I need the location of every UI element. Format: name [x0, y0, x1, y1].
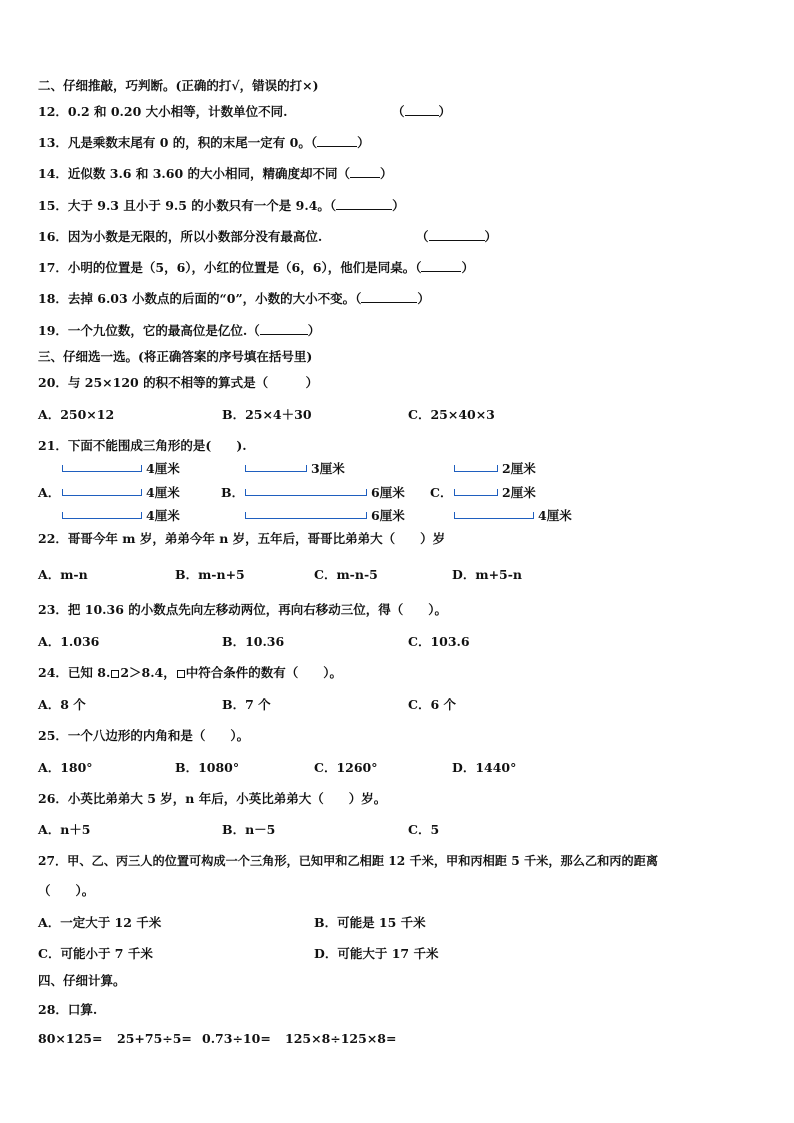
- segment-b2-label: 6厘米: [371, 485, 405, 500]
- answer-blank-14[interactable]: [350, 166, 380, 178]
- option-25-b[interactable]: B．1080°: [175, 760, 240, 775]
- option-27-d[interactable]: D．可能大于 17 千米: [314, 946, 439, 961]
- segment-c1-label: 2厘米: [502, 461, 536, 476]
- option-24-a[interactable]: A．8 个: [38, 697, 86, 712]
- calc-3: 0.73÷10=: [202, 1031, 271, 1046]
- segment-b1: [245, 465, 307, 472]
- answer-blank-18[interactable]: [361, 291, 417, 303]
- question-23: 23．把 10.36 的小数点先向左移动两位，再向右移动三位，得（ ）。: [38, 602, 448, 617]
- segment-b3: [245, 512, 367, 519]
- option-20-a[interactable]: A．250×12: [38, 407, 115, 422]
- option-22-b[interactable]: B．m-n+5: [175, 567, 245, 582]
- segment-a2-label: 4厘米: [146, 485, 180, 500]
- segment-a3-label: 4厘米: [146, 508, 180, 523]
- segment-c1: [454, 465, 498, 472]
- question-12: 12．0.2 和 0.20 大小相等，计数单位不同.: [38, 104, 288, 119]
- segment-c2: [454, 489, 498, 496]
- option-23-a[interactable]: A．1.036: [38, 634, 100, 649]
- option-20-c[interactable]: C．25×40×3: [408, 407, 495, 422]
- segment-a1: [62, 465, 142, 472]
- option-22-a[interactable]: A．m-n: [38, 567, 88, 582]
- question-27-paren: （ ）。: [38, 883, 95, 898]
- question-15: 15．大于 9.3 且小于 9.5 的小数只有一个是 9.4。（ ）: [38, 198, 405, 213]
- question-20: 20．与 25×120 的积不相等的算式是（ ）: [38, 375, 319, 390]
- option-21-c[interactable]: C．: [430, 485, 453, 500]
- answer-blank-12[interactable]: （ ）: [392, 104, 452, 119]
- question-22: 22．哥哥今年 m 岁，弟弟今年 n 岁，五年后，哥哥比弟弟大（ ）岁: [38, 531, 446, 546]
- blank-box-icon: [177, 670, 185, 678]
- option-24-c[interactable]: C．6 个: [408, 697, 456, 712]
- option-26-a[interactable]: A．n＋5: [38, 822, 91, 837]
- segment-c3: [454, 512, 534, 519]
- option-27-a[interactable]: A．一定大于 12 千米: [38, 915, 162, 930]
- segment-a2: [62, 489, 142, 496]
- calc-1: 80×125=: [38, 1031, 103, 1046]
- option-27-b[interactable]: B．可能是 15 千米: [314, 915, 426, 930]
- segment-b2: [245, 489, 367, 496]
- section-2-title: 二、仔细推敲，巧判断。(正确的打√，错误的打×): [38, 78, 319, 93]
- option-21-b[interactable]: B．: [221, 485, 245, 500]
- answer-blank-15[interactable]: [336, 198, 392, 210]
- question-14: 14．近似数 3.6 和 3.60 的大小相同，精确度却不同（ ）: [38, 166, 393, 181]
- option-23-b[interactable]: B．10.36: [222, 634, 285, 649]
- answer-blank-16[interactable]: （ ）: [416, 229, 498, 244]
- segment-a1-label: 4厘米: [146, 461, 180, 476]
- section-3-title: 三、仔细选一选。(将正确答案的序号填在括号里): [38, 349, 313, 364]
- option-27-c[interactable]: C．可能小于 7 千米: [38, 946, 153, 961]
- question-24: 24．已知 8. 2＞8.4， 中符合条件的数有（ ）。: [38, 665, 343, 680]
- calc-2: 25+75÷5=: [117, 1031, 192, 1046]
- option-25-d[interactable]: D．1440°: [452, 760, 517, 775]
- segment-b3-label: 6厘米: [371, 508, 405, 523]
- option-25-a[interactable]: A．180°: [38, 760, 93, 775]
- option-22-c[interactable]: C．m-n-5: [314, 567, 378, 582]
- answer-blank-17[interactable]: [421, 260, 461, 272]
- option-21-a[interactable]: A．: [38, 485, 61, 500]
- option-26-b[interactable]: B．n－5: [222, 822, 276, 837]
- option-26-c[interactable]: C．5: [408, 822, 440, 837]
- answer-blank-13[interactable]: [317, 135, 357, 147]
- question-13: 13．凡是乘数末尾有 0 的，积的末尾一定有 0。（ ）: [38, 135, 370, 150]
- segment-c3-label: 4厘米: [538, 508, 572, 523]
- option-24-b[interactable]: B．7 个: [222, 697, 271, 712]
- question-26: 26．小英比弟弟大 5 岁，n 年后，小英比弟弟大（ ）岁。: [38, 791, 387, 806]
- question-17: 17．小明的位置是（5，6），小红的位置是（6，6），他们是同桌。（ ）: [38, 260, 474, 275]
- question-25: 25．一个八边形的内角和是（ ）。: [38, 728, 250, 743]
- blank-box-icon: [111, 670, 119, 678]
- question-21: 21．下面不能围成三角形的是( ).: [38, 438, 247, 453]
- question-19: 19．一个九位数，它的最高位是亿位.（ ）: [38, 323, 321, 338]
- segment-c2-label: 2厘米: [502, 485, 536, 500]
- calc-4: 125×8÷125×8=: [285, 1031, 397, 1046]
- segment-b1-label: 3厘米: [311, 461, 345, 476]
- option-20-b[interactable]: B．25×4＋30: [222, 407, 312, 422]
- segment-a3: [62, 512, 142, 519]
- option-23-c[interactable]: C．103.6: [408, 634, 470, 649]
- option-22-d[interactable]: D．m+5-n: [452, 567, 523, 582]
- question-16: 16．因为小数是无限的，所以小数部分没有最高位.: [38, 229, 323, 244]
- question-28: 28．口算.: [38, 1002, 98, 1017]
- section-4-title: 四、仔细计算。: [38, 973, 126, 988]
- answer-blank-19[interactable]: [260, 323, 308, 335]
- question-18: 18．去掉 6.03 小数点的后面的“0”，小数的大小不变。（ ）: [38, 291, 430, 306]
- question-27: 27．甲、乙、丙三人的位置可构成一个三角形，已知甲和乙相距 12 千米，甲和丙相距 5 千米，那么乙和丙的距离: [38, 854, 659, 868]
- option-25-c[interactable]: C．1260°: [314, 760, 378, 775]
